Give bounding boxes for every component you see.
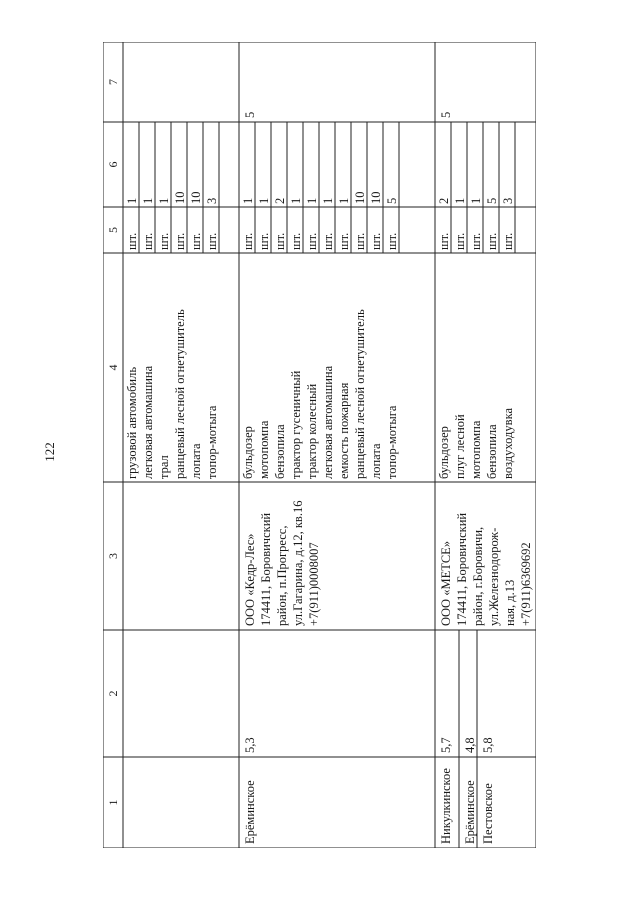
column-header: 2 [106, 690, 120, 697]
item-unit: шт. [321, 232, 335, 250]
item-qty: 1 [305, 197, 319, 204]
organization-line: ная, д.13 [503, 579, 517, 626]
item-name: емкость пожарная [337, 382, 351, 479]
item-unit: шт. [353, 232, 367, 250]
distance-value: 4,8 [463, 737, 477, 753]
organization-line: 174411, Боровичский [455, 512, 469, 626]
item-qty: 2 [437, 197, 451, 204]
item-name: трактор гусеничный [289, 370, 303, 479]
item-unit: шт. [241, 232, 255, 250]
item-unit: шт. [273, 232, 287, 250]
item-qty: 2 [273, 197, 287, 204]
item-name: бульдозер [437, 426, 451, 479]
item-qty: 1 [141, 197, 155, 204]
item-name: мотопомпа [469, 420, 483, 479]
column-7-value: 5 [439, 111, 453, 118]
item-qty: 5 [485, 197, 499, 204]
column-header: 3 [106, 553, 120, 559]
item-qty: 1 [453, 197, 467, 204]
item-unit: шт. [469, 232, 483, 250]
item-qty: 1 [157, 197, 171, 204]
item-unit: шт. [125, 232, 139, 250]
item-unit: шт. [157, 232, 171, 250]
item-qty: 1 [289, 197, 303, 204]
item-name: ранцевый лесной огнетушитель [173, 309, 187, 479]
item-qty: 10 [369, 191, 383, 204]
item-unit: шт. [305, 232, 319, 250]
item-name: плуг лесной [453, 414, 467, 479]
item-unit: шт. [337, 232, 351, 250]
organization-line: ООО «Кедр-Лес» [243, 533, 257, 626]
item-unit: шт. [289, 232, 303, 250]
item-name: бензопила [273, 424, 287, 479]
item-unit: шт. [189, 232, 203, 250]
item-qty: 1 [257, 197, 271, 204]
column-header: 4 [106, 364, 120, 371]
item-name: топор-мотыга [205, 405, 219, 479]
item-unit: шт. [141, 232, 155, 250]
item-name: лопата [369, 443, 383, 479]
organization-line: +7(911)0008007 [307, 542, 321, 626]
item-unit: шт. [369, 232, 383, 250]
item-unit: шт. [257, 232, 271, 250]
item-unit: шт. [205, 232, 219, 250]
item-qty: 10 [173, 191, 187, 204]
column-header: 1 [106, 799, 120, 806]
organization-line: ООО «МЕТСЕ» [439, 540, 453, 626]
organization-line: район, п.Прогресс, [275, 525, 289, 626]
item-name: легковая автомашина [141, 365, 155, 479]
item-name: бульдозер [241, 426, 255, 479]
column-header: 6 [106, 161, 120, 168]
organization-line: ул.Гагарина, д.12, кв.16 [291, 500, 305, 626]
distance-value: 5,7 [439, 737, 453, 753]
item-qty: 5 [385, 197, 399, 204]
item-name: трал [157, 455, 171, 479]
settlement-name: Ерёминское [243, 780, 257, 844]
organization-line: +7(911)6369692 [519, 542, 533, 626]
distance-value: 5,3 [243, 737, 257, 753]
item-name: грузовой автомобиль [125, 366, 139, 479]
item-name: лопата [189, 443, 203, 479]
item-name: топор-мотыга [385, 405, 399, 479]
column-header: 7 [106, 79, 120, 85]
item-qty: 1 [321, 197, 335, 204]
item-unit: шт. [385, 232, 399, 250]
item-name: воздуходувка [501, 408, 515, 479]
item-qty: 1 [469, 197, 483, 204]
organization-line: район, г.Боровичи, [471, 526, 485, 626]
item-qty: 1 [125, 197, 139, 204]
item-unit: шт. [453, 232, 467, 250]
item-qty: 10 [353, 191, 367, 204]
item-unit: шт. [437, 232, 451, 250]
item-name: ранцевый лесной огнетушитель [353, 309, 367, 479]
distance-value: 5,8 [481, 737, 495, 753]
column-header: 5 [106, 227, 120, 233]
item-qty: 3 [205, 197, 219, 204]
organization-line: 174411, Боровичский [259, 512, 273, 626]
item-qty: 1 [241, 197, 255, 204]
item-qty: 1 [337, 197, 351, 204]
column-7-value: 5 [243, 111, 257, 118]
settlement-name: Ерёминское [463, 780, 477, 844]
item-unit: шт. [485, 232, 499, 250]
settlement-name: Никулкинское [439, 768, 453, 844]
item-name: бензопила [485, 424, 499, 479]
item-unit: шт. [501, 232, 515, 250]
item-unit: шт. [173, 232, 187, 250]
item-name: трактор колесный [305, 383, 319, 479]
item-qty: 3 [501, 197, 515, 204]
item-name: легковая автомашина [321, 365, 335, 479]
item-name: мотопомпа [257, 420, 271, 479]
settlement-name: Пестовское [481, 783, 495, 844]
item-qty: 10 [189, 191, 203, 204]
equipment-table [103, 42, 536, 848]
organization-line: ул.Железнодорож- [487, 527, 501, 626]
page-number-text: 122 [42, 442, 57, 462]
